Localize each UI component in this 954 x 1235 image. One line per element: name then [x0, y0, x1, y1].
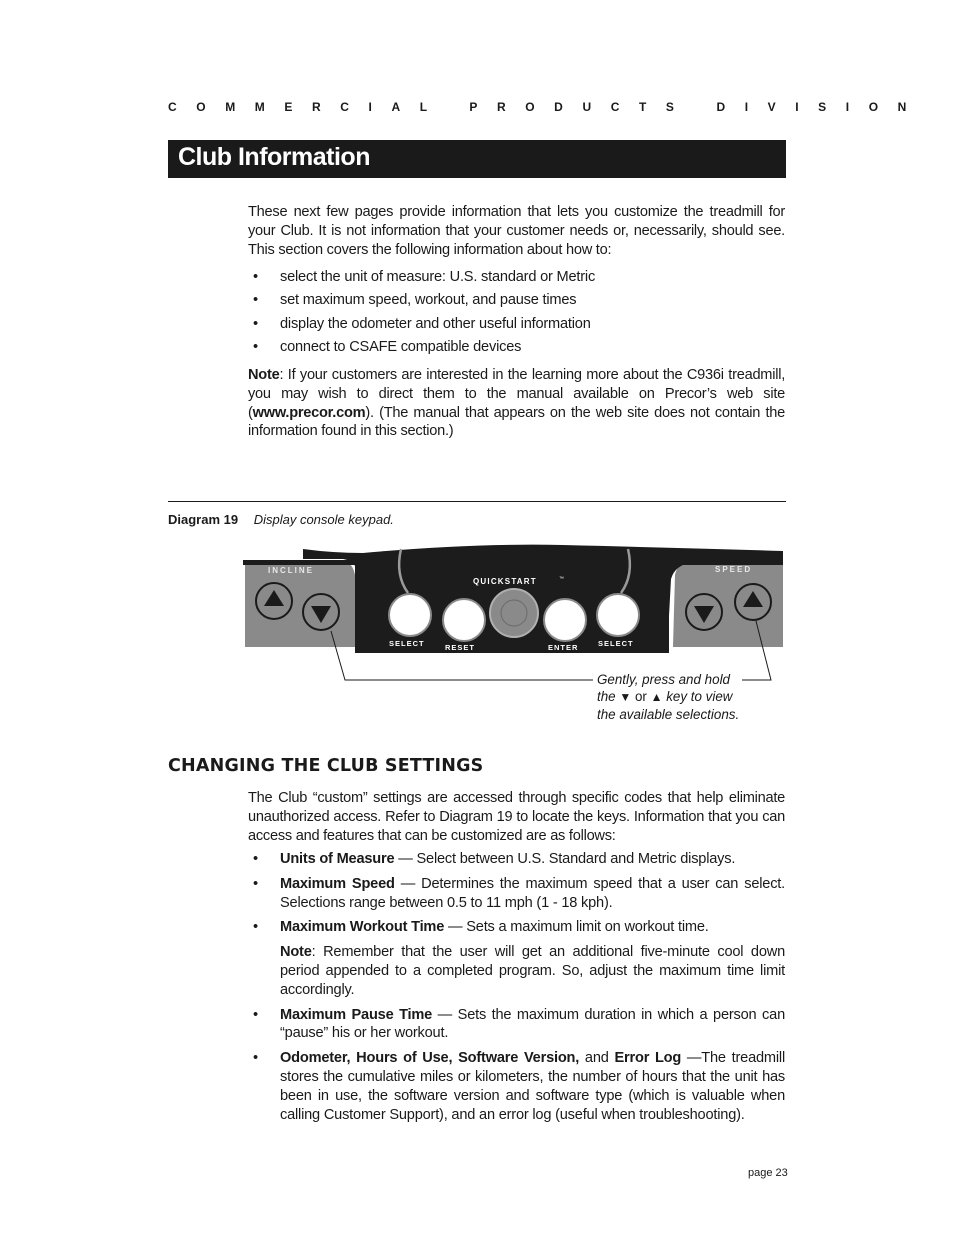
- list-item: [248, 918, 785, 999]
- list-item: [248, 1006, 785, 1044]
- bullet-icon: •: [253, 1050, 258, 1067]
- title-bar: [168, 140, 786, 178]
- intro-bullet-list: [248, 268, 785, 357]
- bullet-icon: •: [253, 269, 258, 285]
- select-right-button[interactable]: [597, 594, 639, 636]
- item-text: — Sets a maximum limit on workout time.: [444, 919, 709, 936]
- settings-list: [248, 850, 785, 1124]
- speed-label: SPEED: [715, 565, 753, 574]
- enter-button[interactable]: [544, 599, 586, 641]
- callout-line-2: [597, 688, 767, 706]
- item-and: and: [579, 1050, 615, 1067]
- note-label: Note: [280, 944, 312, 961]
- select-left-button[interactable]: [389, 594, 431, 636]
- caption-label: Diagram 19: [168, 512, 239, 527]
- list-item: [248, 268, 785, 287]
- list-item: [248, 875, 785, 913]
- quickstart-button-center: [501, 600, 527, 626]
- note-text: : If your customers are interested in the learning more about the C936i treadmill, you may wish to direct them to the manual available on Precor’s web site (: [248, 367, 785, 421]
- workout-note: [280, 943, 785, 999]
- bullet-icon: •: [253, 315, 258, 332]
- callout-text-a: the: [597, 689, 620, 704]
- bullet-icon: •: [253, 1006, 258, 1023]
- list-item-text: display the odometer and other useful information: [280, 315, 591, 332]
- caption-text: Display console keypad.: [253, 512, 394, 527]
- quickstart-label: QUICKSTART: [473, 577, 537, 586]
- page-number: page 23: [748, 1167, 788, 1179]
- bullet-icon: •: [253, 875, 258, 892]
- select-right-label: SELECT: [598, 639, 634, 648]
- intro-paragraph: These next few pages provide information that lets you customize the treadmill for your Club. It is not information that your customer needs or, necessarily, should see. This section covers the following information about how to:: [248, 204, 785, 258]
- item-label-2: Error Log: [614, 1050, 682, 1067]
- callout-line-1: Gently, press and hold: [597, 672, 730, 687]
- reset-label: RESET: [445, 643, 476, 652]
- list-item: [248, 315, 785, 334]
- reset-button[interactable]: [443, 599, 485, 641]
- enter-label: ENTER: [548, 643, 579, 652]
- note-text: : Remember that the user will get an additional five-minute cool down period appended to a completed program. So, adjust the maximum time limit accordingly.: [280, 944, 785, 998]
- bullet-icon: •: [253, 919, 258, 936]
- item-text: — Sets the maximum duration in which a person can “pause” his or her workout.: [280, 1006, 785, 1042]
- console-edge-left: [243, 560, 363, 565]
- down-triangle-icon: ▼: [619, 690, 632, 704]
- item-label: Units of Measure: [280, 851, 395, 867]
- console-keypad-diagram: [243, 535, 793, 685]
- list-item: [248, 291, 785, 310]
- select-left-label: SELECT: [389, 639, 425, 648]
- list-item-text: connect to CSAFE compatible devices: [280, 338, 522, 355]
- page-title: Club Information: [178, 143, 370, 171]
- note-text-end: ). (The manual that appears on the web site does not contain the information found in this section.): [248, 404, 785, 440]
- bullet-icon: •: [253, 851, 258, 867]
- note-label: Note: [248, 367, 280, 383]
- bullet-icon: •: [253, 292, 258, 309]
- incline-label: INCLINE: [268, 566, 314, 575]
- item-text: — Select between U.S. Standard and Metric displays.: [394, 851, 736, 867]
- division-header: COMMERCIAL PRODUCTS DIVISION: [168, 100, 926, 114]
- up-triangle-icon: ▲: [650, 690, 663, 704]
- section-heading: CHANGING THE CLUB SETTINGS: [168, 756, 484, 776]
- item-label: Odometer, Hours of Use, Software Version,: [280, 1050, 580, 1067]
- diagram-caption: [168, 512, 394, 527]
- list-item-text: set maximum speed, workout, and pause times: [280, 292, 577, 309]
- item-text: —The treadmill stores the cumulative miles or kilometers, the number of hours that the unit has been in use, the software version and software type (which is valuable when calling Customer Support), and an error log (useful when troubleshooting).: [280, 1050, 785, 1123]
- section-paragraph: The Club “custom” settings are accessed through specific codes that help eliminate unauthorized access. Refer to Diagram 19 to locate the keys. Information that you can access and features that can be customized are as follows:: [248, 790, 785, 844]
- item-label: Maximum Speed: [280, 875, 395, 892]
- item-label: Maximum Workout Time: [280, 919, 445, 936]
- website-link[interactable]: www.precor.com: [252, 404, 366, 421]
- list-item: [248, 850, 785, 869]
- trademark-mark: ™: [559, 576, 564, 582]
- item-label: Maximum Pause Time: [280, 1006, 433, 1023]
- callout-text-b: or: [631, 689, 651, 704]
- list-item: [248, 1049, 785, 1124]
- callout-line-3: the available selections.: [597, 707, 740, 722]
- diagram-callout: [597, 671, 767, 723]
- callout-text-c: key to view: [662, 689, 733, 704]
- intro-note: [248, 366, 785, 441]
- item-text: — Determines the maximum speed that a user can select. Selections range between 0.5 to 11 mph (1 - 18 kph).: [280, 875, 785, 911]
- divider-rule: [168, 501, 786, 502]
- list-item: [248, 338, 785, 357]
- list-item-text: select the unit of measure: U.S. standard or Metric: [280, 269, 596, 285]
- bullet-icon: •: [253, 338, 258, 355]
